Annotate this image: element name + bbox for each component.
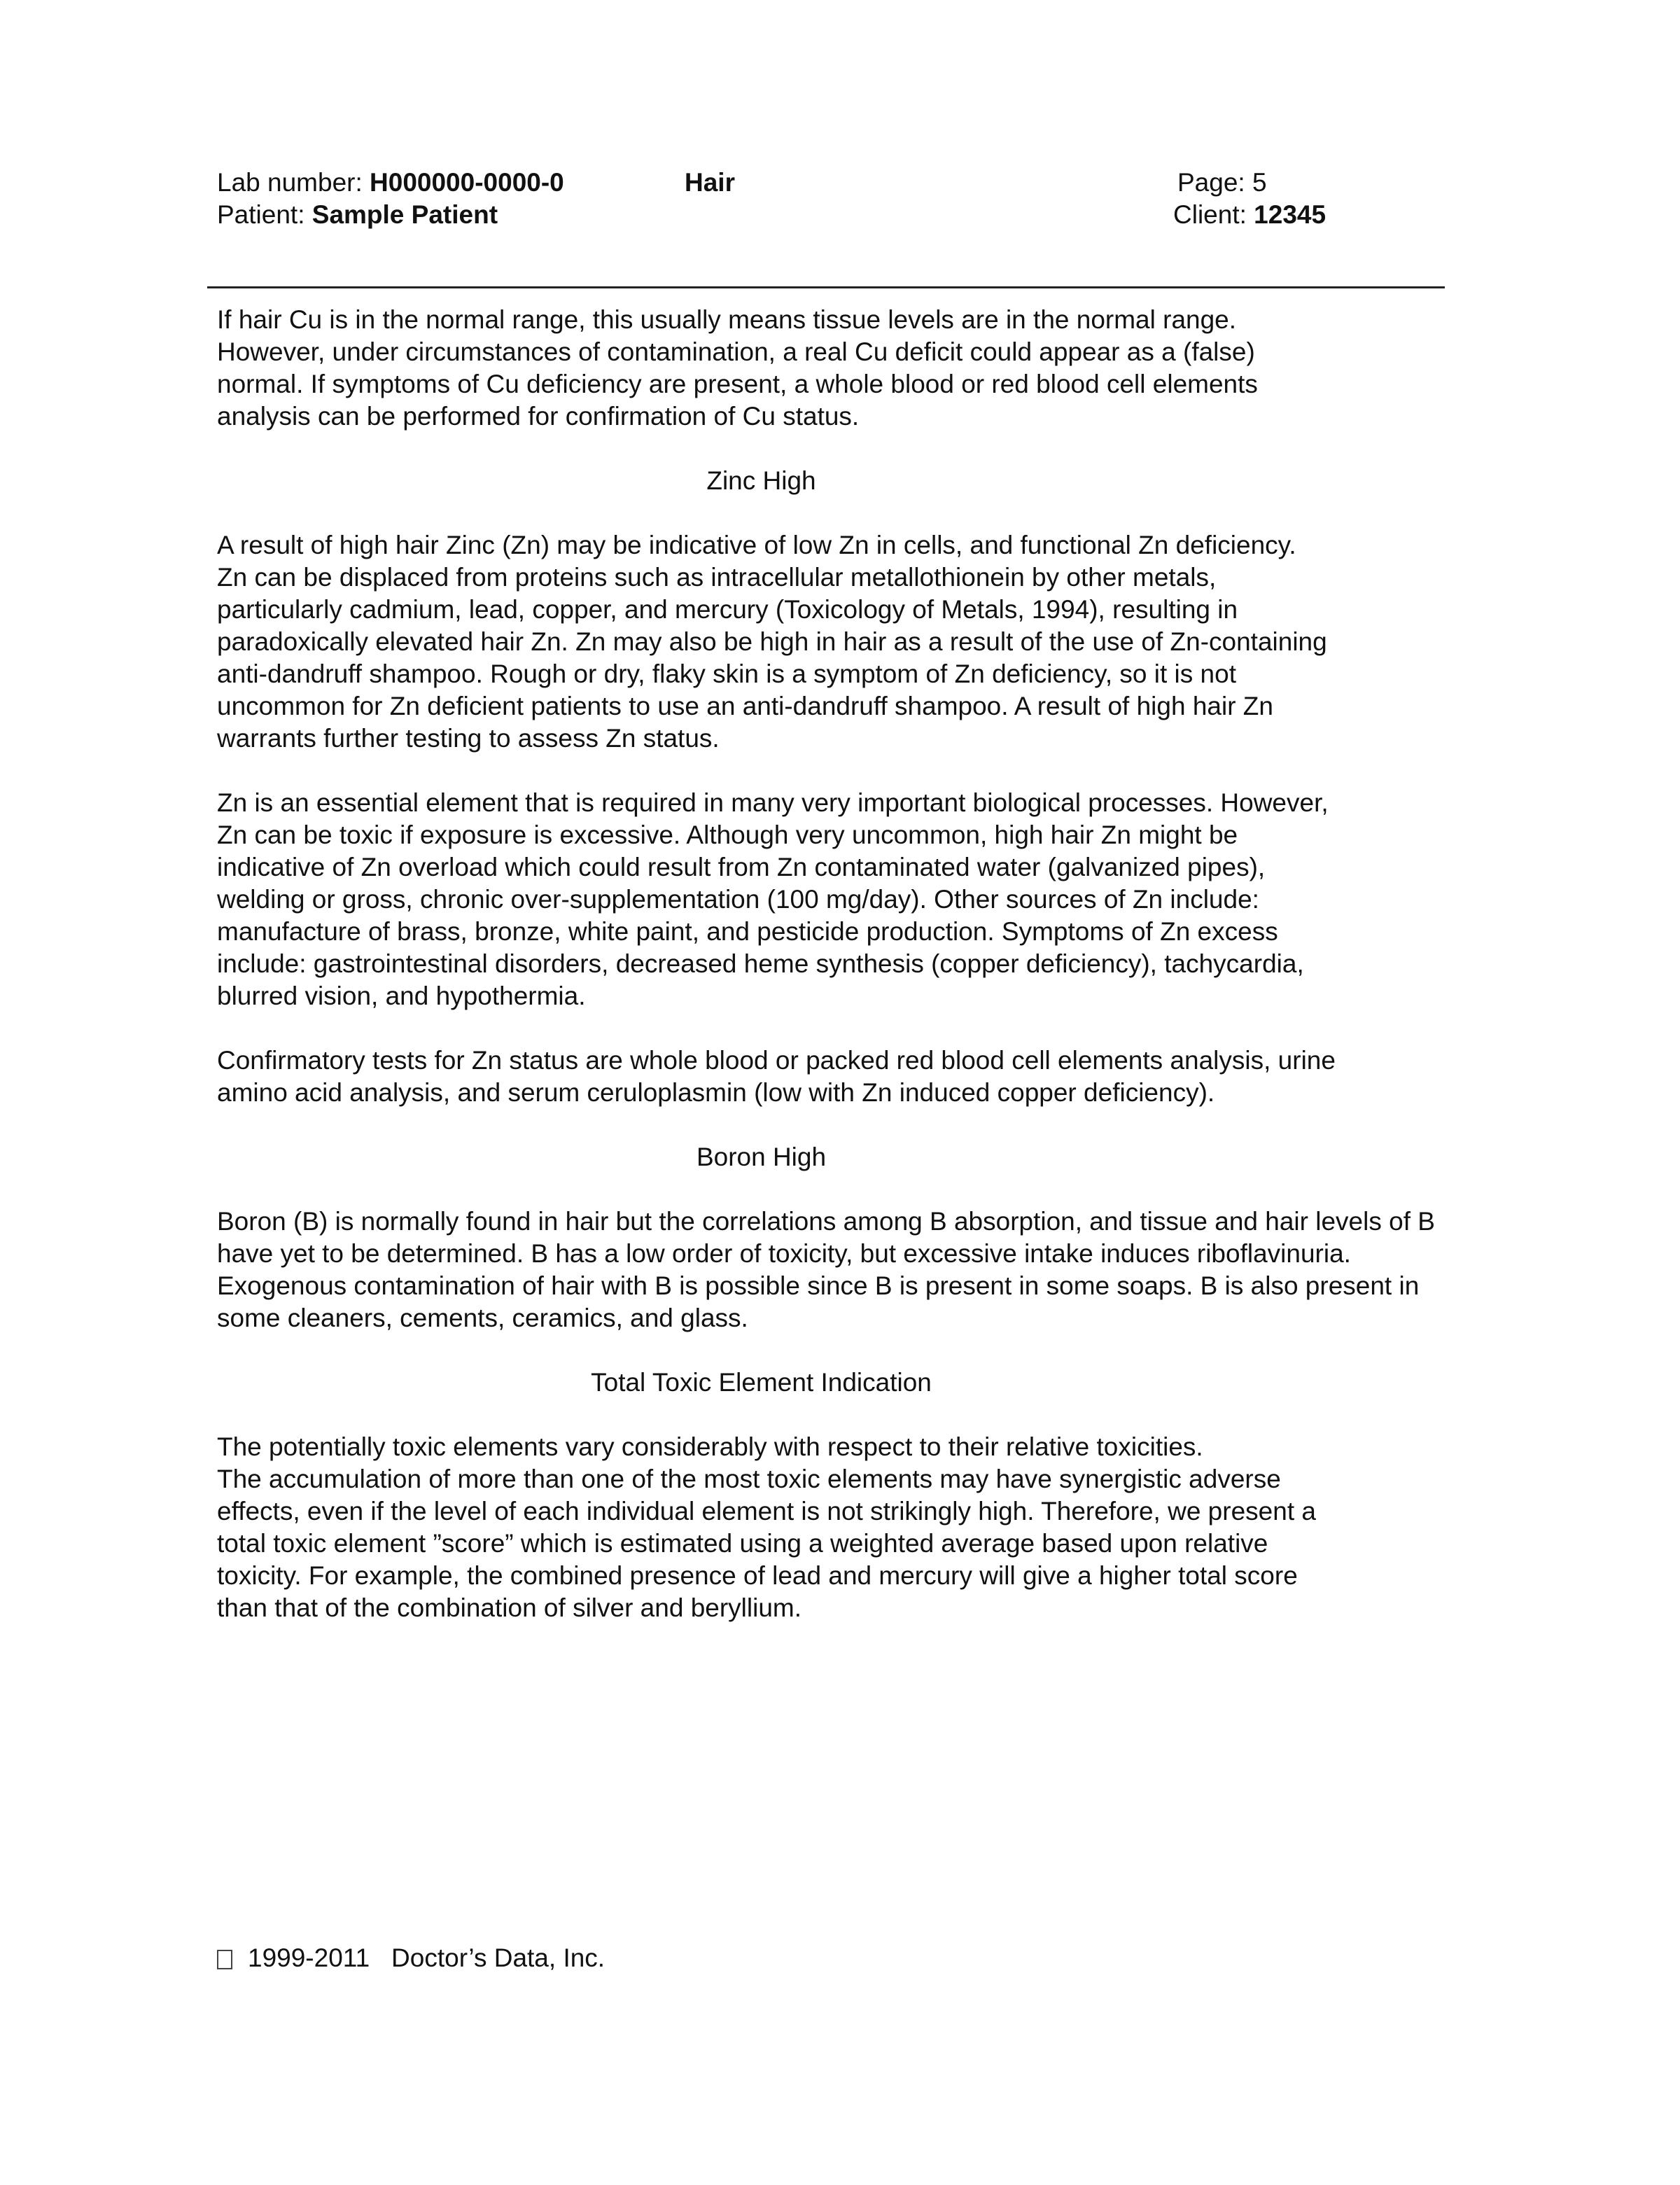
text-line: include: gastrointestinal disorders, decreased heme synthesis (copper deficiency), tachycardia, (217, 949, 1304, 978)
text-line: total toxic element ”score” which is estimated using a weighted average based upon relative (217, 1529, 1268, 1558)
text-line: amino acid analysis, and serum ceruloplasmin (low with Zn induced copper deficiency). (217, 1078, 1215, 1107)
text-line: effects, even if the level of each individual element is not strikingly high. Therefore, we present a (217, 1497, 1316, 1526)
text-line: A result of high hair Zinc (Zn) may be indicative of low Zn in cells, and functional Zn deficiency. (217, 531, 1296, 559)
text-line: welding or gross, chronic over-supplementation (100 mg/day). Other sources of Zn include: (217, 885, 1259, 914)
copyright-symbol-icon (217, 1950, 232, 1969)
boron-paragraph (217, 1206, 1547, 1334)
patient-value: Sample Patient (312, 200, 498, 229)
client-number (1173, 199, 1326, 231)
text-line: paradoxically elevated hair Zn. Zn may also be high in hair as a result of the use of Zn-containing (217, 627, 1327, 656)
text-line: If hair Cu is in the normal range, this usually means tissue levels are in the normal range. (217, 305, 1237, 334)
text-line: The potentially toxic elements vary considerably with respect to their relative toxicities. (217, 1432, 1203, 1461)
copper-paragraph (217, 304, 1547, 433)
text-line: Boron (B) is normally found in hair but the correlations among B absorption, and tissue and hair levels of B (217, 1207, 1435, 1236)
client-value: 12345 (1254, 200, 1326, 229)
text-line: However, under circumstances of contamination, a real Cu deficit could appear as a (false) (217, 337, 1255, 366)
lab-number-label: Lab number: (217, 168, 363, 197)
text-line: Confirmatory tests for Zn status are whole blood or packed red blood cell elements analysis, urine (217, 1046, 1336, 1075)
text-line: The accumulation of more than one of the most toxic elements may have synergistic adverse (217, 1465, 1281, 1493)
text-line: warrants further testing to assess Zn status. (217, 724, 720, 753)
text-line: Exogenous contamination of hair with B is possible since B is present in some soaps. B is also present in (217, 1271, 1420, 1300)
company-name: Doctor’s Data, Inc. (391, 1943, 606, 1972)
text-line: analysis can be performed for confirmation of Cu status. (217, 402, 860, 431)
client-label: Client: (1173, 200, 1247, 229)
text-line: blurred vision, and hypothermia. (217, 982, 586, 1010)
text-line: manufacture of brass, bronze, white paint, and pesticide production. Symptoms of Zn excess (217, 917, 1278, 946)
text-line: have yet to be determined. B has a low order of toxicity, but excessive intake induces riboflavinuria. (217, 1239, 1351, 1268)
toxic-paragraph (217, 1431, 1547, 1624)
copyright-years: 1999-2011 (248, 1943, 370, 1972)
copyright-footer (217, 1942, 605, 1974)
text-line: Zn can be toxic if exposure is excessive. Although very uncommon, high hair Zn might be (217, 821, 1238, 849)
patient-name (217, 199, 498, 231)
zinc-heading: Zinc High (706, 466, 816, 495)
text-line: than that of the combination of silver and beryllium. (217, 1593, 802, 1622)
text-line: anti-dandruff shampoo. Rough or dry, flaky skin is a symptom of Zn deficiency, so it is not (217, 659, 1236, 688)
text-line: toxicity. For example, the combined presence of lead and mercury will give a higher total score (217, 1561, 1298, 1590)
specimen-type: Hair (685, 168, 735, 197)
text-line: normal. If symptoms of Cu deficiency are present, a whole blood or red blood cell elements (217, 370, 1258, 398)
zinc-paragraph-1 (217, 529, 1547, 755)
zinc-paragraph-3 (217, 1045, 1547, 1109)
text-line: uncommon for Zn deficient patients to use an anti-dandruff shampoo. A result of high hair Zn (217, 692, 1273, 720)
toxic-heading: Total Toxic Element Indication (591, 1368, 932, 1397)
page-label: Page: (1177, 168, 1245, 197)
header-divider (207, 286, 1445, 288)
lab-number-value: H000000-0000-0 (370, 168, 564, 197)
zinc-paragraph-2 (217, 787, 1547, 1012)
text-line: Zn is an essential element that is required in many very important biological processes. However, (217, 788, 1329, 817)
text-line: particularly cadmium, lead, copper, and mercury (Toxicology of Metals, 1994), resulting in (217, 595, 1238, 624)
page-value: 5 (1252, 168, 1267, 197)
patient-label: Patient: (217, 200, 305, 229)
text-line: Zn can be displaced from proteins such as intracellular metallothionein by other metals, (217, 563, 1217, 592)
boron-heading: Boron High (696, 1143, 827, 1171)
page-number (1177, 167, 1267, 199)
lab-number (217, 167, 564, 199)
report-body (217, 304, 1547, 1656)
text-line: indicative of Zn overload which could result from Zn contaminated water (galvanized pipes), (217, 853, 1266, 881)
text-line: some cleaners, cements, ceramics, and glass. (217, 1304, 748, 1332)
